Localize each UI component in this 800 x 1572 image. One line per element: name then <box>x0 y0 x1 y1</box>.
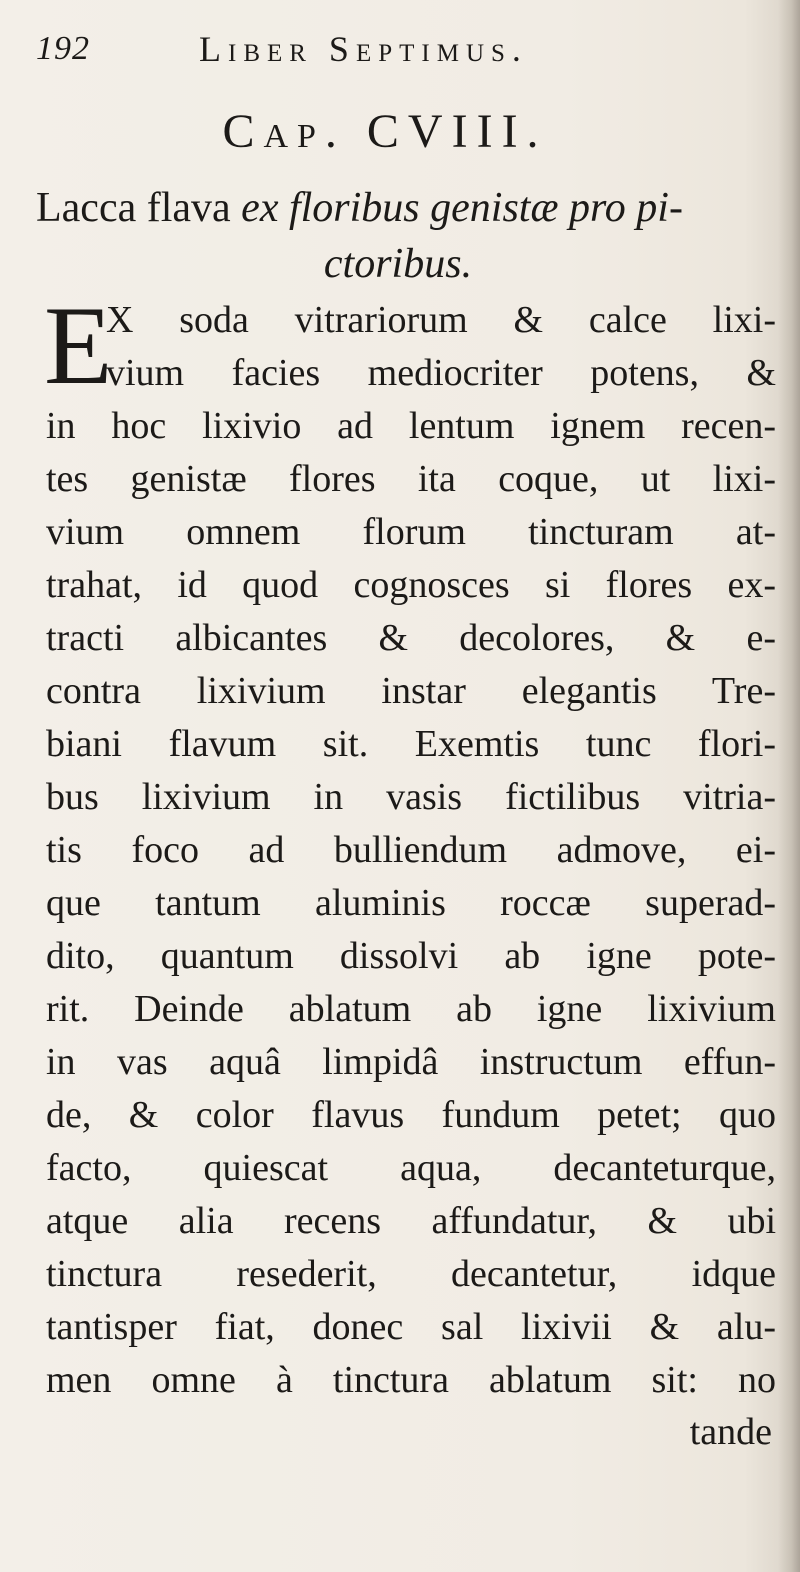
chapter-heading: Cap. CVIII. <box>222 105 548 158</box>
text-line: rit. Deinde ablatum ab igne lixivium <box>46 988 776 1030</box>
body-text <box>44 284 776 1407</box>
catchword: tande <box>689 1411 772 1453</box>
page-gutter <box>778 0 800 1572</box>
text-line: biani flavum sit. Exemtis tunc flori- <box>46 723 776 765</box>
page-number: 192 <box>36 30 90 67</box>
chapter-title-line-2: ctoribus. <box>323 241 473 287</box>
text-line: trahat, id quod cognosces si flores ex- <box>46 564 776 606</box>
text-line: de, & color flavus fundum petet; quo <box>46 1094 776 1136</box>
text-line: tis foco ad bulliendum admove, ei- <box>46 829 776 871</box>
chapter-title-roman: Lacca flava <box>36 185 231 231</box>
text-line: facto, quiescat aqua, decanteturque, <box>46 1147 776 1189</box>
chapter-title <box>36 180 760 292</box>
drop-cap: E <box>44 284 113 408</box>
text-line: bus lixivium in vasis fictilibus vitria- <box>46 776 776 818</box>
text-line: tinctura resederit, decantetur, idque <box>46 1253 776 1295</box>
text-line: atque alia recens affundatur, & ubi <box>46 1200 776 1242</box>
text-line: que tantum aluminis roccæ superad- <box>46 882 776 924</box>
text-line: tantisper fiat, donec sal lixivii & alu- <box>46 1306 776 1348</box>
text-line: X soda vitrariorum & calce lixi- <box>106 299 776 341</box>
text-line: men omne à tinctura ablatum sit: no <box>46 1359 776 1401</box>
text-line: in hoc lixivio ad lentum ignem recen- <box>46 405 776 447</box>
text-line: tracti albicantes & decolores, & e- <box>46 617 776 659</box>
chapter-title-line-1 <box>36 180 760 236</box>
text-line: tes genistæ flores ita coque, ut lixi- <box>46 458 776 500</box>
text-line: contra lixivium instar elegantis Tre- <box>46 670 776 712</box>
text-line: vium omnem florum tincturam at- <box>46 511 776 553</box>
running-head <box>36 24 756 74</box>
text-line: dito, quantum dissolvi ab igne pote- <box>46 935 776 977</box>
text-line: vium facies mediocriter potens, & <box>106 352 776 394</box>
chapter-title-italic: ex floribus genistæ pro pi- <box>241 185 683 231</box>
text-line: in vas aquâ limpidâ instructum effun- <box>46 1041 776 1083</box>
book-title: Liber Septimus. <box>199 29 528 69</box>
